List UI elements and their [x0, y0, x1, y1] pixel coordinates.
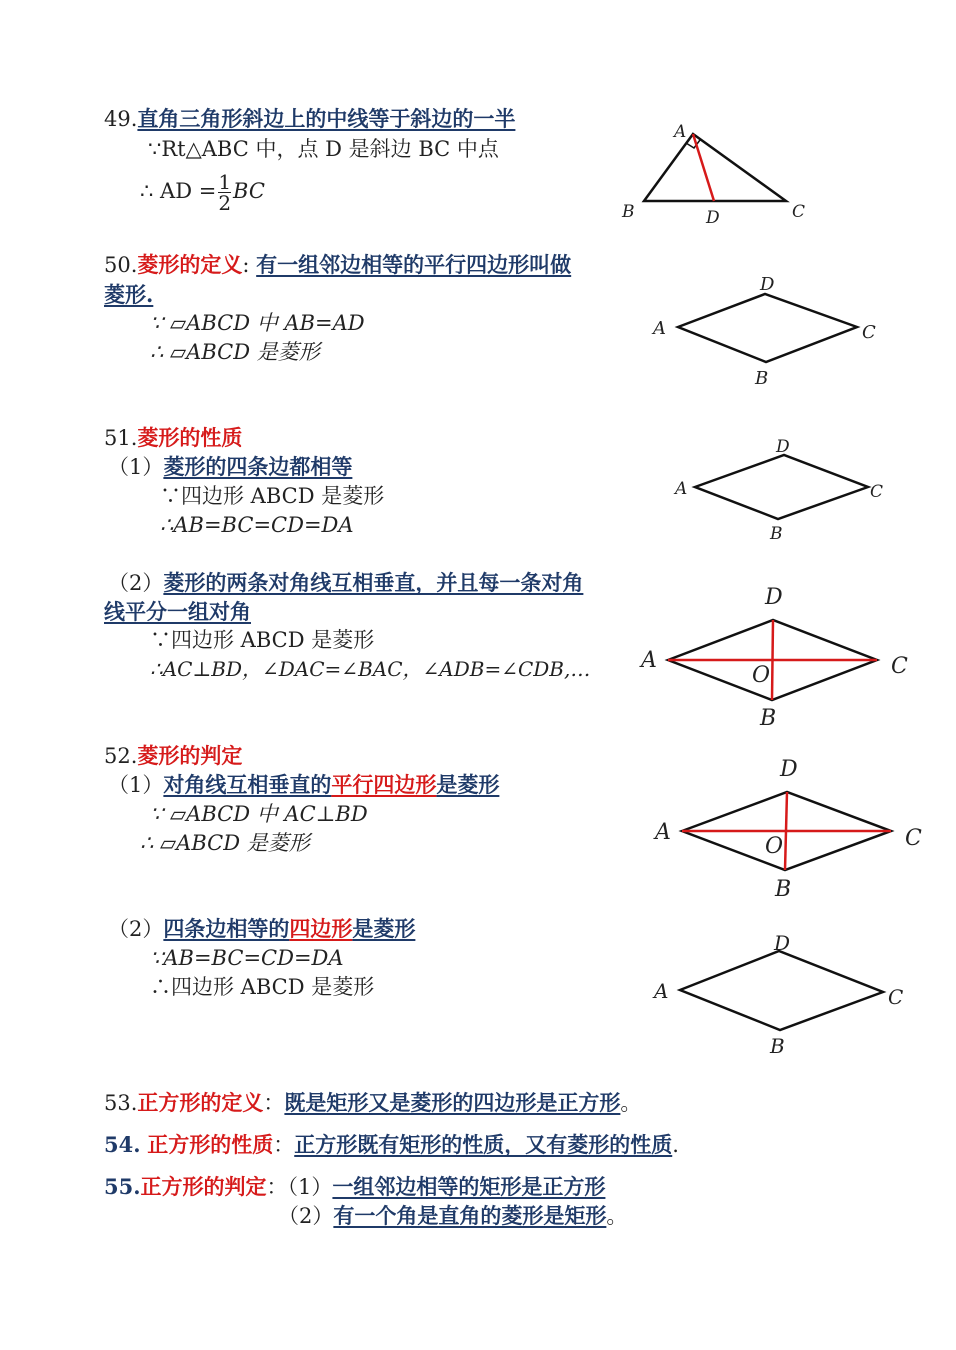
s53-title: 正方形的定义	[137, 1090, 264, 1115]
s50-conclusion: ∴ ▱ABCD 是菱形	[150, 340, 320, 364]
s55-p1-text: 一组邻边相等的矩形是正方形	[332, 1174, 606, 1199]
s49-label-c: C	[792, 202, 806, 222]
s49-fraction-numerator: 1	[218, 170, 232, 194]
s50-label-b: B	[755, 368, 769, 389]
s52-rhombus-figure-1	[650, 755, 930, 905]
s55-line2	[278, 1203, 627, 1229]
s51-fig2-label-a: A	[641, 648, 657, 673]
s49-title: 直角三角形斜边上的中线等于斜边的一半	[137, 106, 516, 131]
s55-colon: ：	[266, 1175, 288, 1199]
s52-p1-text-a: 对角线互相垂直的	[163, 772, 332, 797]
s51-fig2-label-d: D	[765, 585, 783, 610]
s52-p2-conclusion: ∴四边形 ABCD 是菱形	[150, 975, 375, 999]
s52-fig2-label-a: A	[654, 979, 669, 1003]
s51-p2-index: （2）	[108, 571, 164, 595]
s52-fig1-label-o: O	[765, 834, 784, 859]
s51-p2-given: ∵四边形 ABCD 是菱形	[150, 628, 375, 652]
s51-fig1-label-a: A	[675, 479, 688, 499]
s53-text: 既是矩形又是菱形的四边形是正方形	[284, 1090, 621, 1115]
s51-fig2-label-c: C	[891, 654, 908, 679]
s50-definition-line1: 有一组邻边相等的平行四边形叫做	[256, 252, 572, 277]
s52-p2-text-c: 是菱形	[352, 916, 416, 941]
s50-label-c: C	[862, 322, 876, 343]
s52-fig1-label-a: A	[655, 820, 671, 845]
s52-fig2-label-c: C	[888, 985, 904, 1009]
s52-p2-text-a: 四条边相等的	[163, 916, 290, 941]
s51-p1-given: ∵四边形 ABCD 是菱形	[160, 484, 385, 508]
s49-heading	[104, 106, 515, 132]
s51-fig1-label-c: C	[870, 482, 884, 502]
s55-line1	[104, 1174, 605, 1200]
s51-number: 51.	[104, 426, 138, 450]
s53-end: 。	[620, 1091, 642, 1115]
s51-fig1-label-d: D	[776, 437, 790, 457]
s50-heading	[104, 252, 571, 278]
s52-number: 52.	[104, 744, 138, 768]
s52-p1	[108, 772, 499, 798]
s51-p2-text-line2: 线平分一组对角	[104, 599, 251, 624]
s49-conclusion-prefix: ∴ AD =	[140, 179, 217, 203]
s52-rhombus-figure-2	[650, 930, 910, 1060]
s52-fig1-label-c: C	[905, 826, 922, 851]
s50-label-a: A	[653, 318, 666, 339]
s54-colon: ：	[273, 1133, 295, 1157]
s51-heading	[104, 425, 242, 451]
s51-p2-text-line1: 菱形的两条对角线互相垂直，并且每一条对角	[163, 570, 584, 595]
s51-p2-conclusion: ∴AC⊥BD，∠DAC=∠BAC，∠ADB=∠CDB,…	[150, 657, 591, 681]
s51-fig2-label-o: O	[752, 663, 771, 688]
s51-fig2-label-b: B	[760, 706, 777, 731]
s53-number: 53.	[104, 1091, 138, 1115]
s52-fig2-label-d: D	[774, 931, 791, 955]
s52-p2-given: ∵AB=BC=CD=DA	[150, 946, 344, 970]
s49-given: ∵Rt△ABC 中，点 D 是斜边 BC 中点	[148, 137, 499, 161]
s53-colon: ：	[263, 1091, 285, 1115]
s49-triangle-figure	[610, 115, 810, 230]
s51-p2	[108, 570, 583, 596]
s52-p2	[108, 916, 415, 942]
s49-label-a: A	[674, 122, 687, 142]
s50-colon: :	[242, 253, 250, 277]
s54-title: 正方形的性质	[147, 1132, 274, 1157]
s55-p2-index: （2）	[278, 1204, 334, 1228]
s49-label-b: B	[622, 202, 635, 222]
s52-fig1-label-d: D	[780, 757, 798, 782]
s49-label-d: D	[706, 208, 720, 228]
s49-fraction-denominator: 2	[218, 191, 232, 215]
s52-p1-text-c: 是菱形	[436, 772, 500, 797]
s52-p1-given: ∵ ▱ABCD 中 AC⊥BD	[150, 802, 368, 826]
s51-rhombus-figure-1	[665, 430, 895, 545]
s49-number: 49.	[104, 107, 138, 131]
s55-number: 55.	[104, 1174, 141, 1199]
s55-p2-end: 。	[606, 1204, 628, 1228]
s51-fig1-label-b: B	[770, 524, 783, 544]
s54-end: .	[672, 1133, 679, 1157]
s52-p1-conclusion: ∴ ▱ABCD 是菱形	[140, 831, 310, 855]
s52-p2-index: （2）	[108, 917, 164, 941]
s49-fraction	[218, 172, 231, 213]
s51-p1-index: （1）	[108, 455, 164, 479]
s51-title: 菱形的性质	[137, 425, 243, 450]
s49-conclusion-suffix: BC	[233, 179, 265, 203]
s55-p1-index: （1）	[287, 1175, 333, 1199]
s55-title: 正方形的判定	[140, 1174, 267, 1199]
s50-definition-line2: 菱形.	[104, 282, 154, 307]
s51-p1-text: 菱形的四条边都相等	[163, 454, 353, 479]
s50-rhombus-figure	[650, 270, 880, 390]
s50-given: ∵ ▱ABCD 中 AB=AD	[150, 311, 365, 335]
s52-p1-text-b: 平行四边形	[331, 772, 437, 797]
s52-p2-text-b: 四边形	[289, 916, 353, 941]
s51-rhombus-figure-2	[635, 580, 925, 730]
s50-title: 菱形的定义	[137, 252, 243, 277]
s50-number: 50.	[104, 253, 138, 277]
s55-p2-text: 有一个角是直角的菱形是矩形	[333, 1203, 607, 1228]
s51-p1-conclusion: ∴AB=BC=CD=DA	[160, 513, 354, 537]
s53-line	[104, 1090, 641, 1116]
s52-fig1-label-b: B	[775, 877, 792, 902]
s51-p2-cont	[104, 599, 251, 625]
s52-p1-index: （1）	[108, 773, 164, 797]
s52-title: 菱形的判定	[137, 743, 243, 768]
s54-text: 正方形既有矩形的性质，又有菱形的性质	[294, 1132, 673, 1157]
s52-fig2-label-b: B	[770, 1034, 785, 1058]
s50-label-d: D	[760, 274, 775, 295]
s52-heading	[104, 743, 242, 769]
s51-p1	[108, 454, 352, 480]
s50-definition-cont	[104, 282, 153, 308]
s54-number: 54.	[104, 1132, 141, 1157]
s54-line	[104, 1132, 679, 1158]
s49-conclusion	[140, 166, 265, 216]
